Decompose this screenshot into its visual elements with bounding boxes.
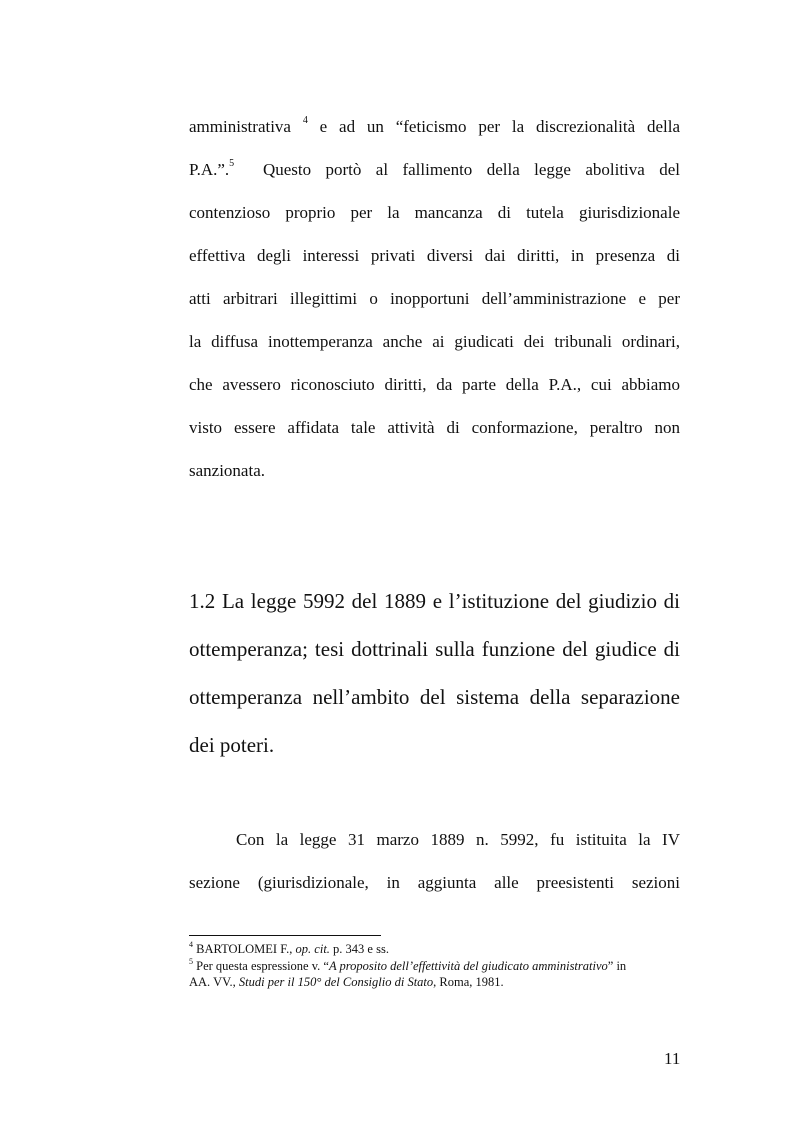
footnote-text: , Roma, 1981.	[433, 975, 504, 989]
footnote-number: 4	[189, 939, 193, 949]
page-number: 11	[664, 1049, 681, 1068]
footnote-text: Per questa espressione v. “	[193, 959, 329, 973]
body-line-7: che avessero riconosciuto diritti, da parte della P.A., cui abbiamo	[189, 375, 680, 394]
body-text: e ad un “feticismo per la discrezionalità della	[307, 117, 680, 136]
section-heading-line-3: ottemperanza nell’ambito del sistema della separazione	[189, 685, 680, 709]
body-text: P.A.”.	[189, 160, 230, 179]
section-para-line-1: Con la legge 31 marzo 1889 n. 5992, fu istituita la IV	[236, 830, 680, 849]
footnote-5-line-2	[189, 975, 504, 990]
footnote-italic: A proposito dell’effettività del giudicato amministrativo	[328, 959, 608, 973]
body-line-1	[189, 117, 680, 137]
body-line-2	[189, 160, 680, 180]
section-heading-line-1: 1.2 La legge 5992 del 1889 e l’istituzione del giudizio di	[189, 589, 680, 613]
footnote-separator	[189, 935, 381, 936]
body-text: amministrativa	[189, 117, 303, 136]
footnote-5	[189, 956, 627, 974]
footnote-italic: Studi per il 150° del Consiglio di Stato	[238, 975, 434, 989]
body-line-3: contenzioso proprio per la mancanza di tutela giurisdizionale	[189, 203, 680, 222]
footnote-number: 5	[189, 956, 193, 966]
footnote-text: AA. VV.,	[189, 975, 239, 989]
section-heading-line-2: ottemperanza; tesi dottrinali sulla funzione del giudice di	[189, 637, 680, 661]
body-line-8: visto essere affidata tale attività di conformazione, peraltro non	[189, 418, 680, 437]
section-para-line-2: sezione (giurisdizionale, in aggiunta alle preesistenti sezioni	[189, 873, 680, 892]
body-line-9: sanzionata.	[189, 461, 265, 480]
footnote-4	[189, 939, 389, 957]
footnote-text: ” in	[607, 959, 627, 973]
body-line-4: effettiva degli interessi privati diversi dai diritti, in presenza di	[189, 246, 680, 265]
footnote-italic: op. cit.	[295, 942, 330, 956]
footnote-text: BARTOLOMEI F.,	[193, 942, 296, 956]
body-text: Questo portò al fallimento della legge abolitiva del	[234, 160, 680, 179]
footnote-text: p. 343 e ss.	[329, 942, 389, 956]
body-line-6: la diffusa inottemperanza anche ai giudicati dei tribunali ordinari,	[189, 332, 680, 351]
section-heading-line-4: dei poteri.	[189, 733, 275, 757]
footnote-ref-5[interactable]: 5	[229, 158, 235, 170]
footnote-ref-4[interactable]: 4	[302, 115, 308, 127]
body-line-5: atti arbitrari illegittimi o inopportuni dell’amministrazione e per	[189, 289, 680, 308]
